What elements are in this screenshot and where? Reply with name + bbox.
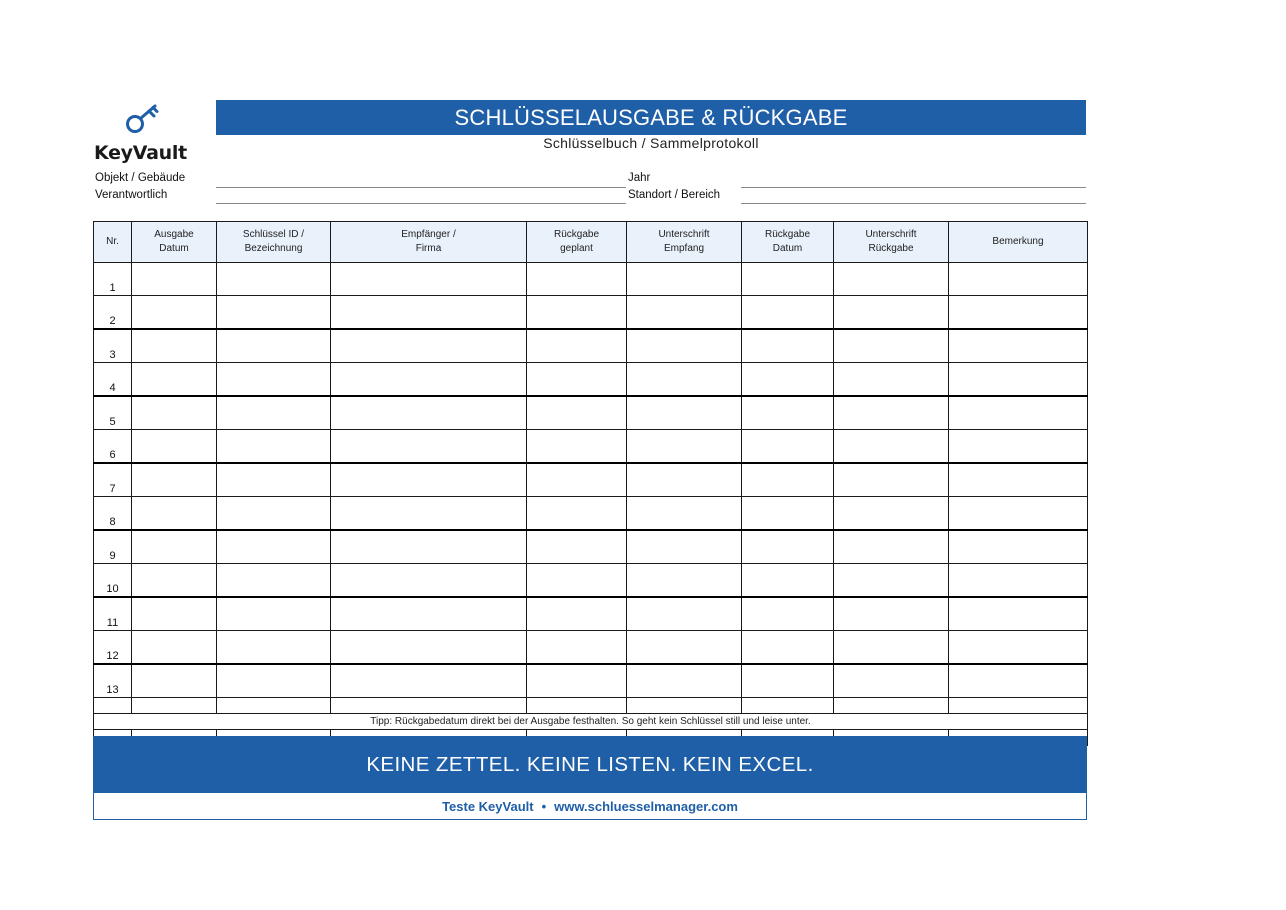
table-cell[interactable]: [742, 430, 834, 464]
table-cell[interactable]: [834, 430, 949, 464]
table-cell[interactable]: [742, 296, 834, 330]
table-cell[interactable]: [627, 463, 742, 497]
table-cell[interactable]: [834, 396, 949, 430]
table-cell[interactable]: [132, 631, 217, 665]
table-cell[interactable]: [217, 329, 331, 363]
table-cell[interactable]: [949, 664, 1088, 698]
table-cell[interactable]: [132, 296, 217, 330]
table-cell[interactable]: [627, 263, 742, 296]
table-cell[interactable]: [217, 564, 331, 598]
table-cell[interactable]: [949, 564, 1088, 598]
table-cell[interactable]: [217, 497, 331, 531]
table-cell[interactable]: [742, 463, 834, 497]
table-row: [94, 430, 1088, 464]
table-cell[interactable]: [527, 430, 627, 464]
table-cell[interactable]: [627, 396, 742, 430]
responsible-label: Verantwortlich: [95, 189, 168, 201]
key-log-table: [93, 221, 1088, 746]
table-cell[interactable]: [132, 497, 217, 531]
table-cell[interactable]: [742, 363, 834, 397]
row-number: 2: [94, 296, 132, 330]
table-cell[interactable]: [132, 463, 217, 497]
table-cell[interactable]: [331, 296, 527, 330]
table-cell[interactable]: [331, 530, 527, 564]
table-cell[interactable]: [834, 698, 949, 714]
footer-url[interactable]: www.schluesselmanager.com: [554, 798, 738, 814]
table-cell[interactable]: [627, 530, 742, 564]
row-number: 6: [94, 430, 132, 464]
table-cell[interactable]: [627, 564, 742, 598]
table-row: [94, 296, 1088, 330]
table-cell[interactable]: [627, 296, 742, 330]
column-header: Ausgabe Datum: [132, 222, 217, 263]
table-cell[interactable]: [742, 263, 834, 296]
table-cell[interactable]: [132, 363, 217, 397]
table-cell[interactable]: [834, 597, 949, 631]
table-cell[interactable]: [527, 329, 627, 363]
table-cell[interactable]: [742, 664, 834, 698]
table-cell[interactable]: [742, 564, 834, 598]
brand-name: KeyVault: [94, 142, 187, 164]
column-header: Nr.: [94, 222, 132, 263]
location-field[interactable]: [741, 203, 1086, 204]
table-row: [94, 698, 1088, 714]
row-number: 11: [94, 597, 132, 631]
table-cell[interactable]: [331, 363, 527, 397]
table-cell[interactable]: [527, 698, 627, 714]
table-cell[interactable]: [742, 631, 834, 665]
row-number: 4: [94, 363, 132, 397]
row-number: 8: [94, 497, 132, 531]
key-icon: [122, 102, 162, 138]
table-cell[interactable]: [742, 698, 834, 714]
table-cell[interactable]: [834, 497, 949, 531]
table-cell[interactable]: [527, 363, 627, 397]
table-cell[interactable]: [331, 263, 527, 296]
table-cell[interactable]: [217, 463, 331, 497]
table-row: [94, 597, 1088, 631]
table-cell[interactable]: [331, 396, 527, 430]
table-cell[interactable]: [331, 597, 527, 631]
promo-banner: KEINE ZETTEL. KEINE LISTEN. KEIN EXCEL.: [93, 736, 1087, 793]
table-row: [94, 463, 1088, 497]
table-cell[interactable]: [331, 564, 527, 598]
table-cell[interactable]: [834, 664, 949, 698]
table-cell[interactable]: [949, 363, 1088, 397]
table-cell[interactable]: [949, 698, 1088, 714]
table-cell[interactable]: [627, 329, 742, 363]
table-cell[interactable]: [742, 530, 834, 564]
table-cell[interactable]: [132, 530, 217, 564]
table-cell[interactable]: [527, 564, 627, 598]
table-cell[interactable]: [627, 597, 742, 631]
column-header: Rückgabe geplant: [527, 222, 627, 263]
table-cell[interactable]: [217, 597, 331, 631]
table-cell[interactable]: [949, 597, 1088, 631]
object-label: Objekt / Gebäude: [95, 172, 186, 184]
row-number: 3: [94, 329, 132, 363]
table-cell[interactable]: [527, 263, 627, 296]
table-cell[interactable]: [217, 296, 331, 330]
table-cell[interactable]: [627, 698, 742, 714]
table-cell[interactable]: [949, 263, 1088, 296]
table-cell[interactable]: [527, 497, 627, 531]
row-number: 13: [94, 664, 132, 698]
tip-text: Tipp: Rückgabedatum direkt bei der Ausgabe festhalten. So geht kein Schlüssel still und leise unter.: [94, 714, 1088, 730]
table-cell[interactable]: [742, 597, 834, 631]
table-cell[interactable]: [217, 363, 331, 397]
column-header: Empfänger / Firma: [331, 222, 527, 263]
table-cell[interactable]: [527, 463, 627, 497]
table-cell[interactable]: [217, 631, 331, 665]
table-cell[interactable]: [527, 530, 627, 564]
table-cell[interactable]: [217, 396, 331, 430]
table-cell[interactable]: [949, 631, 1088, 665]
table-cell[interactable]: [217, 664, 331, 698]
table-cell[interactable]: [331, 698, 527, 714]
table-cell[interactable]: [949, 296, 1088, 330]
table-cell[interactable]: [834, 329, 949, 363]
table-cell[interactable]: [217, 263, 331, 296]
table-cell[interactable]: [627, 430, 742, 464]
table-cell[interactable]: [331, 463, 527, 497]
table-cell[interactable]: [949, 396, 1088, 430]
table-cell[interactable]: [742, 329, 834, 363]
row-number: 1: [94, 263, 132, 296]
table-cell[interactable]: [132, 263, 217, 296]
column-header: Rückgabe Datum: [742, 222, 834, 263]
table-cell[interactable]: [834, 363, 949, 397]
year-field[interactable]: [741, 187, 1086, 188]
footer-cta[interactable]: Teste KeyVault: [442, 798, 534, 814]
table-row: [94, 564, 1088, 598]
table-cell[interactable]: [627, 363, 742, 397]
row-number: [94, 698, 132, 714]
table-cell[interactable]: [834, 631, 949, 665]
table-cell[interactable]: [132, 329, 217, 363]
column-header: Unterschrift Empfang: [627, 222, 742, 263]
row-number: 5: [94, 396, 132, 430]
table-cell[interactable]: [527, 396, 627, 430]
table-cell[interactable]: [742, 396, 834, 430]
row-number: 9: [94, 530, 132, 564]
footer-separator: •: [541, 798, 547, 814]
table-cell[interactable]: [331, 329, 527, 363]
footer-link[interactable]: [93, 793, 1087, 820]
table-cell[interactable]: [949, 329, 1088, 363]
table-cell[interactable]: [834, 564, 949, 598]
location-label: Standort / Bereich: [628, 189, 721, 201]
table-cell[interactable]: [132, 698, 217, 714]
table-cell[interactable]: [834, 263, 949, 296]
table-cell[interactable]: [627, 664, 742, 698]
table-row: [94, 396, 1088, 430]
object-field[interactable]: [216, 187, 626, 188]
table-cell[interactable]: [834, 296, 949, 330]
responsible-field[interactable]: [216, 203, 626, 204]
table-cell[interactable]: [217, 698, 331, 714]
table-cell[interactable]: [834, 463, 949, 497]
table-row: [94, 263, 1088, 296]
row-number: 12: [94, 631, 132, 665]
table-row: [94, 497, 1088, 531]
table-row: [94, 631, 1088, 665]
table-cell[interactable]: [949, 530, 1088, 564]
table-cell[interactable]: [627, 631, 742, 665]
table-cell[interactable]: [331, 497, 527, 531]
column-header: Unterschrift Rückgabe: [834, 222, 949, 263]
table-row: [94, 329, 1088, 363]
column-header: Bemerkung: [949, 222, 1088, 263]
row-number: 7: [94, 463, 132, 497]
table-cell[interactable]: [527, 631, 627, 665]
table-cell[interactable]: [527, 664, 627, 698]
table-cell[interactable]: [527, 296, 627, 330]
table-cell[interactable]: [217, 430, 331, 464]
brand-logo: [94, 102, 209, 164]
year-label: Jahr: [628, 172, 651, 184]
row-number: 10: [94, 564, 132, 598]
table-cell[interactable]: [742, 497, 834, 531]
table-cell[interactable]: [132, 396, 217, 430]
table-cell[interactable]: [527, 597, 627, 631]
table-cell[interactable]: [132, 564, 217, 598]
table-cell[interactable]: [217, 530, 331, 564]
table-cell[interactable]: [627, 497, 742, 531]
table-header: [94, 222, 1088, 263]
table-cell[interactable]: [331, 664, 527, 698]
column-header: Schlüssel ID / Bezeichnung: [217, 222, 331, 263]
page-title: SCHLÜSSELAUSGABE & RÜCKGABE: [216, 100, 1086, 135]
page-subtitle: Schlüsselbuch / Sammelprotokoll: [543, 135, 759, 151]
table-cell[interactable]: [132, 597, 217, 631]
table-row: [94, 664, 1088, 698]
table-cell[interactable]: [331, 631, 527, 665]
table-cell[interactable]: [949, 497, 1088, 531]
tip-row: [94, 714, 1088, 730]
table-cell[interactable]: [132, 664, 217, 698]
table-cell[interactable]: [834, 530, 949, 564]
table-row: [94, 530, 1088, 564]
table-cell[interactable]: [331, 430, 527, 464]
table-cell[interactable]: [949, 463, 1088, 497]
table-row: [94, 363, 1088, 397]
table-cell[interactable]: [132, 430, 217, 464]
table-cell[interactable]: [949, 430, 1088, 464]
